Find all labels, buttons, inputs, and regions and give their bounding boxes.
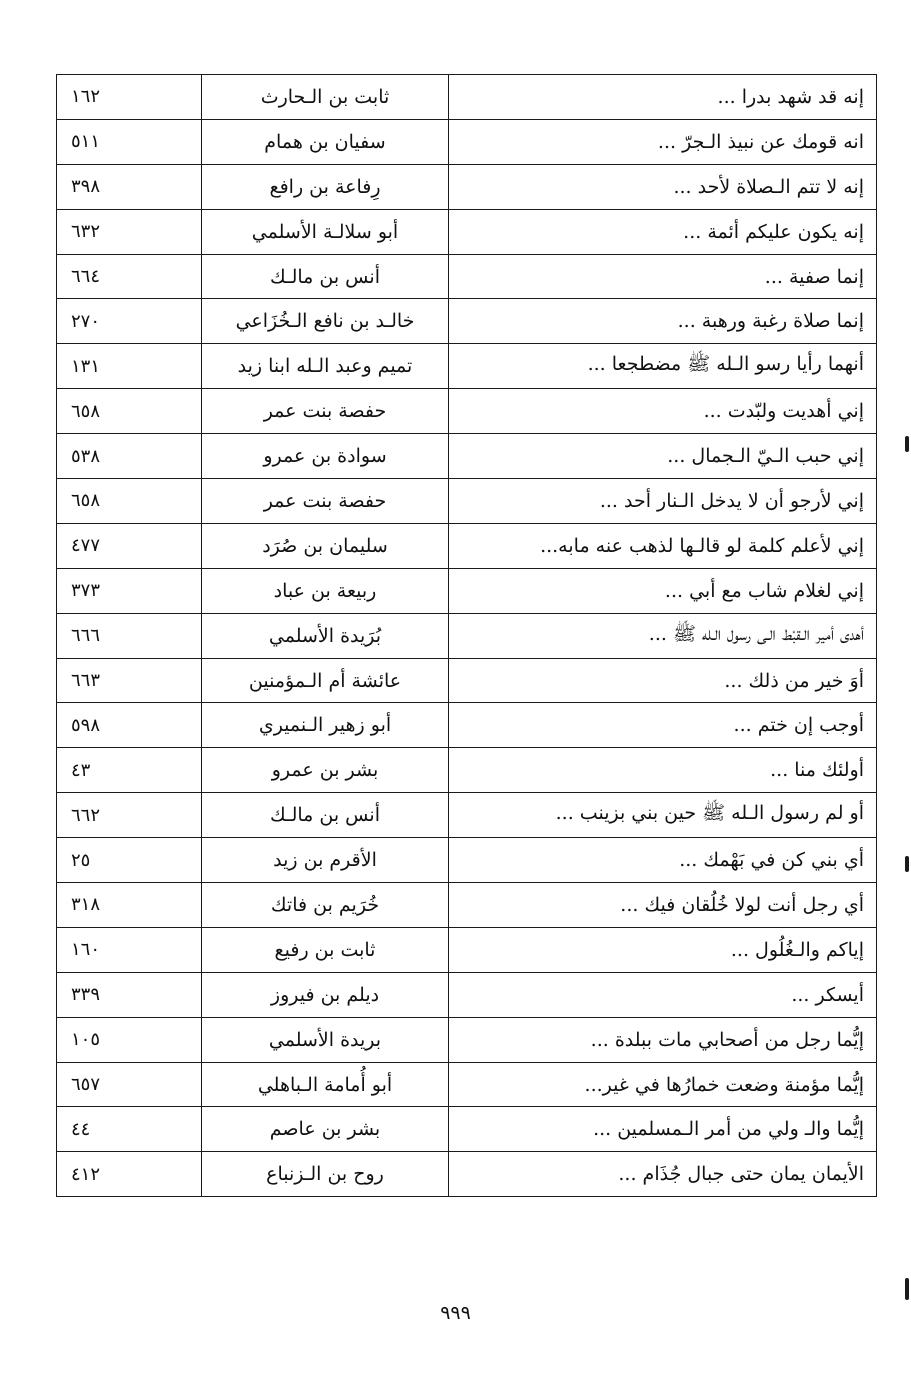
narrator-cell: بشر بن عاصم xyxy=(202,1107,449,1152)
hadith-text-cell: إياكم والـغُلُول ... xyxy=(449,927,877,972)
page-ref-cell: ٦٦٤ xyxy=(57,254,202,299)
table-row xyxy=(57,1152,877,1197)
narrator-cell: ديلم بن فيروز xyxy=(202,972,449,1017)
page-ref-cell: ٣٣٩ xyxy=(57,972,202,1017)
table-body xyxy=(57,75,877,1197)
hadith-text-cell: إني لأعلم كلمة لو قالـها لذهب عنه مابه... xyxy=(449,523,877,568)
hadith-text-cell: إني لأرجو أن لا يدخل الـنار أحد ... xyxy=(449,479,877,524)
hadith-text-cell: إيُّما مؤمنة وضعت خمارُها في غير... xyxy=(449,1062,877,1107)
narrator-cell: روح بن الـزنباع xyxy=(202,1152,449,1197)
page-ref-cell: ٦٥٨ xyxy=(57,389,202,434)
table-row xyxy=(57,838,877,883)
narrator-cell: خُرَيم بن فاتك xyxy=(202,883,449,928)
table-row xyxy=(57,344,877,389)
narrator-cell: أنس بن مالـك xyxy=(202,793,449,838)
table-row xyxy=(57,479,877,524)
table-row xyxy=(57,568,877,613)
table-row xyxy=(57,209,877,254)
table-row xyxy=(57,434,877,479)
table-row xyxy=(57,389,877,434)
hadith-text-cell: أي بني كن في بَهْمك ... xyxy=(449,838,877,883)
hadith-text-cell: إنما صلاة رغبة ورهبة ... xyxy=(449,299,877,344)
hadith-text-cell: إنه قد شهد بدرا ... xyxy=(449,75,877,120)
hadith-text-cell: أوَ خير من ذلك ... xyxy=(449,658,877,703)
hadith-text-cell: إنما صفية ... xyxy=(449,254,877,299)
page-number: ٩٩٩ xyxy=(440,1302,471,1324)
hadith-text-cell: إنه لا تتم الـصلاة لأحد ... xyxy=(449,164,877,209)
table-row xyxy=(57,1107,877,1152)
table-row xyxy=(57,972,877,1017)
narrator-cell: سليمان بن صُرَد xyxy=(202,523,449,568)
narrator-cell: أنس بن مالـك xyxy=(202,254,449,299)
hadith-text-cell: إيُّما رجل من أصحابي مات ببلدة ... xyxy=(449,1017,877,1062)
table-row xyxy=(57,927,877,972)
page-ref-cell: ٤٣ xyxy=(57,748,202,793)
table-row xyxy=(57,254,877,299)
page-ref-cell: ٦٥٨ xyxy=(57,479,202,524)
narrator-cell: بُرَيدة الأسلمي xyxy=(202,613,449,658)
page-ref-cell: ٣١٨ xyxy=(57,883,202,928)
margin-mark xyxy=(905,436,909,452)
narrator-cell: بشر بن عمرو xyxy=(202,748,449,793)
page-ref-cell: ٦٦٣ xyxy=(57,658,202,703)
hadith-text-cell: إني أهديت ولبّدت ... xyxy=(449,389,877,434)
table-row xyxy=(57,703,877,748)
page-ref-cell: ٥١١ xyxy=(57,119,202,164)
page-ref-cell: ٤٧٧ xyxy=(57,523,202,568)
hadith-text-cell: إني حبب الـيّ الـجمال ... xyxy=(449,434,877,479)
hadith-text-cell: أولئك منا ... xyxy=(449,748,877,793)
narrator-cell: عائشة أم الـمؤمنين xyxy=(202,658,449,703)
page-ref-cell: ٦٥٧ xyxy=(57,1062,202,1107)
page-ref-cell: ٤٤ xyxy=(57,1107,202,1152)
table-row xyxy=(57,748,877,793)
narrator-cell: ثابت بن الـحارث xyxy=(202,75,449,120)
margin-mark xyxy=(905,1278,909,1300)
hadith-text-cell: الأيمان يمان حتى جبال جُذَام ... xyxy=(449,1152,877,1197)
table-row xyxy=(57,119,877,164)
hadith-text-cell: إنه يكون عليكم أئمة ... xyxy=(449,209,877,254)
hadith-text-cell: أوجب إن ختم ... xyxy=(449,703,877,748)
page-ref-cell: ٥٣٨ xyxy=(57,434,202,479)
table-row xyxy=(57,1062,877,1107)
page-ref-cell: ٢٥ xyxy=(57,838,202,883)
page-ref-cell: ١٠٥ xyxy=(57,1017,202,1062)
page-ref-cell: ٤١٢ xyxy=(57,1152,202,1197)
narrator-cell: أبو أُمامة الـباهلي xyxy=(202,1062,449,1107)
hadith-text-cell: أهدى أمير الـقبْط الـى رسول الـله ﷺ ... xyxy=(449,613,877,658)
hadith-text-cell: أنهما رأيا رسو الـله ﷺ مضطجعا ... xyxy=(449,344,877,389)
table-row xyxy=(57,523,877,568)
hadith-index-table xyxy=(56,74,877,1197)
hadith-text-cell: أيسكر ... xyxy=(449,972,877,1017)
table-row xyxy=(57,164,877,209)
page-ref-cell: ١٦٠ xyxy=(57,927,202,972)
narrator-cell: ربيعة بن عباد xyxy=(202,568,449,613)
table-row xyxy=(57,1017,877,1062)
table-row xyxy=(57,75,877,120)
narrator-cell: حفصة بنت عمر xyxy=(202,479,449,524)
hadith-text-cell: أو لم رسول الـله ﷺ حين بني بزينب ... xyxy=(449,793,877,838)
hadith-text-cell: إيُّما والـ ولي من أمر الـمسلمين ... xyxy=(449,1107,877,1152)
hadith-text-cell: إني لغلام شاب مع أبي ... xyxy=(449,568,877,613)
narrator-cell: أبو زهير الـنميري xyxy=(202,703,449,748)
hadith-text-cell: انه قومك عن نبيذ الـجرّ ... xyxy=(449,119,877,164)
narrator-cell: سفيان بن همام xyxy=(202,119,449,164)
table-row xyxy=(57,299,877,344)
page-ref-cell: ٥٩٨ xyxy=(57,703,202,748)
narrator-cell: أبو سلالـة الأسلمي xyxy=(202,209,449,254)
page-ref-cell: ٦٦٢ xyxy=(57,793,202,838)
table-row xyxy=(57,613,877,658)
page-ref-cell: ٦٣٢ xyxy=(57,209,202,254)
narrator-cell: حفصة بنت عمر xyxy=(202,389,449,434)
page-ref-cell: ١٣١ xyxy=(57,344,202,389)
page-ref-cell: ٣٩٨ xyxy=(57,164,202,209)
narrator-cell: رِفاعة بن رافع xyxy=(202,164,449,209)
narrator-cell: بريدة الأسلمي xyxy=(202,1017,449,1062)
narrator-cell: ثابت بن رفيع xyxy=(202,927,449,972)
page-ref-cell: ٦٦٦ xyxy=(57,613,202,658)
hadith-text-cell: أي رجل أنت لولا خُلُقان فيك ... xyxy=(449,883,877,928)
margin-mark xyxy=(905,856,909,872)
narrator-cell: تميم وعبد الـله ابنا زيد xyxy=(202,344,449,389)
page-ref-cell: ٢٧٠ xyxy=(57,299,202,344)
narrator-cell: خالـد بن نافع الـخُزَاعي xyxy=(202,299,449,344)
table-row xyxy=(57,658,877,703)
table-row xyxy=(57,793,877,838)
table-row xyxy=(57,883,877,928)
page-ref-cell: ٣٧٣ xyxy=(57,568,202,613)
page-ref-cell: ١٦٢ xyxy=(57,75,202,120)
narrator-cell: سوادة بن عمرو xyxy=(202,434,449,479)
narrator-cell: الأقرم بن زيد xyxy=(202,838,449,883)
